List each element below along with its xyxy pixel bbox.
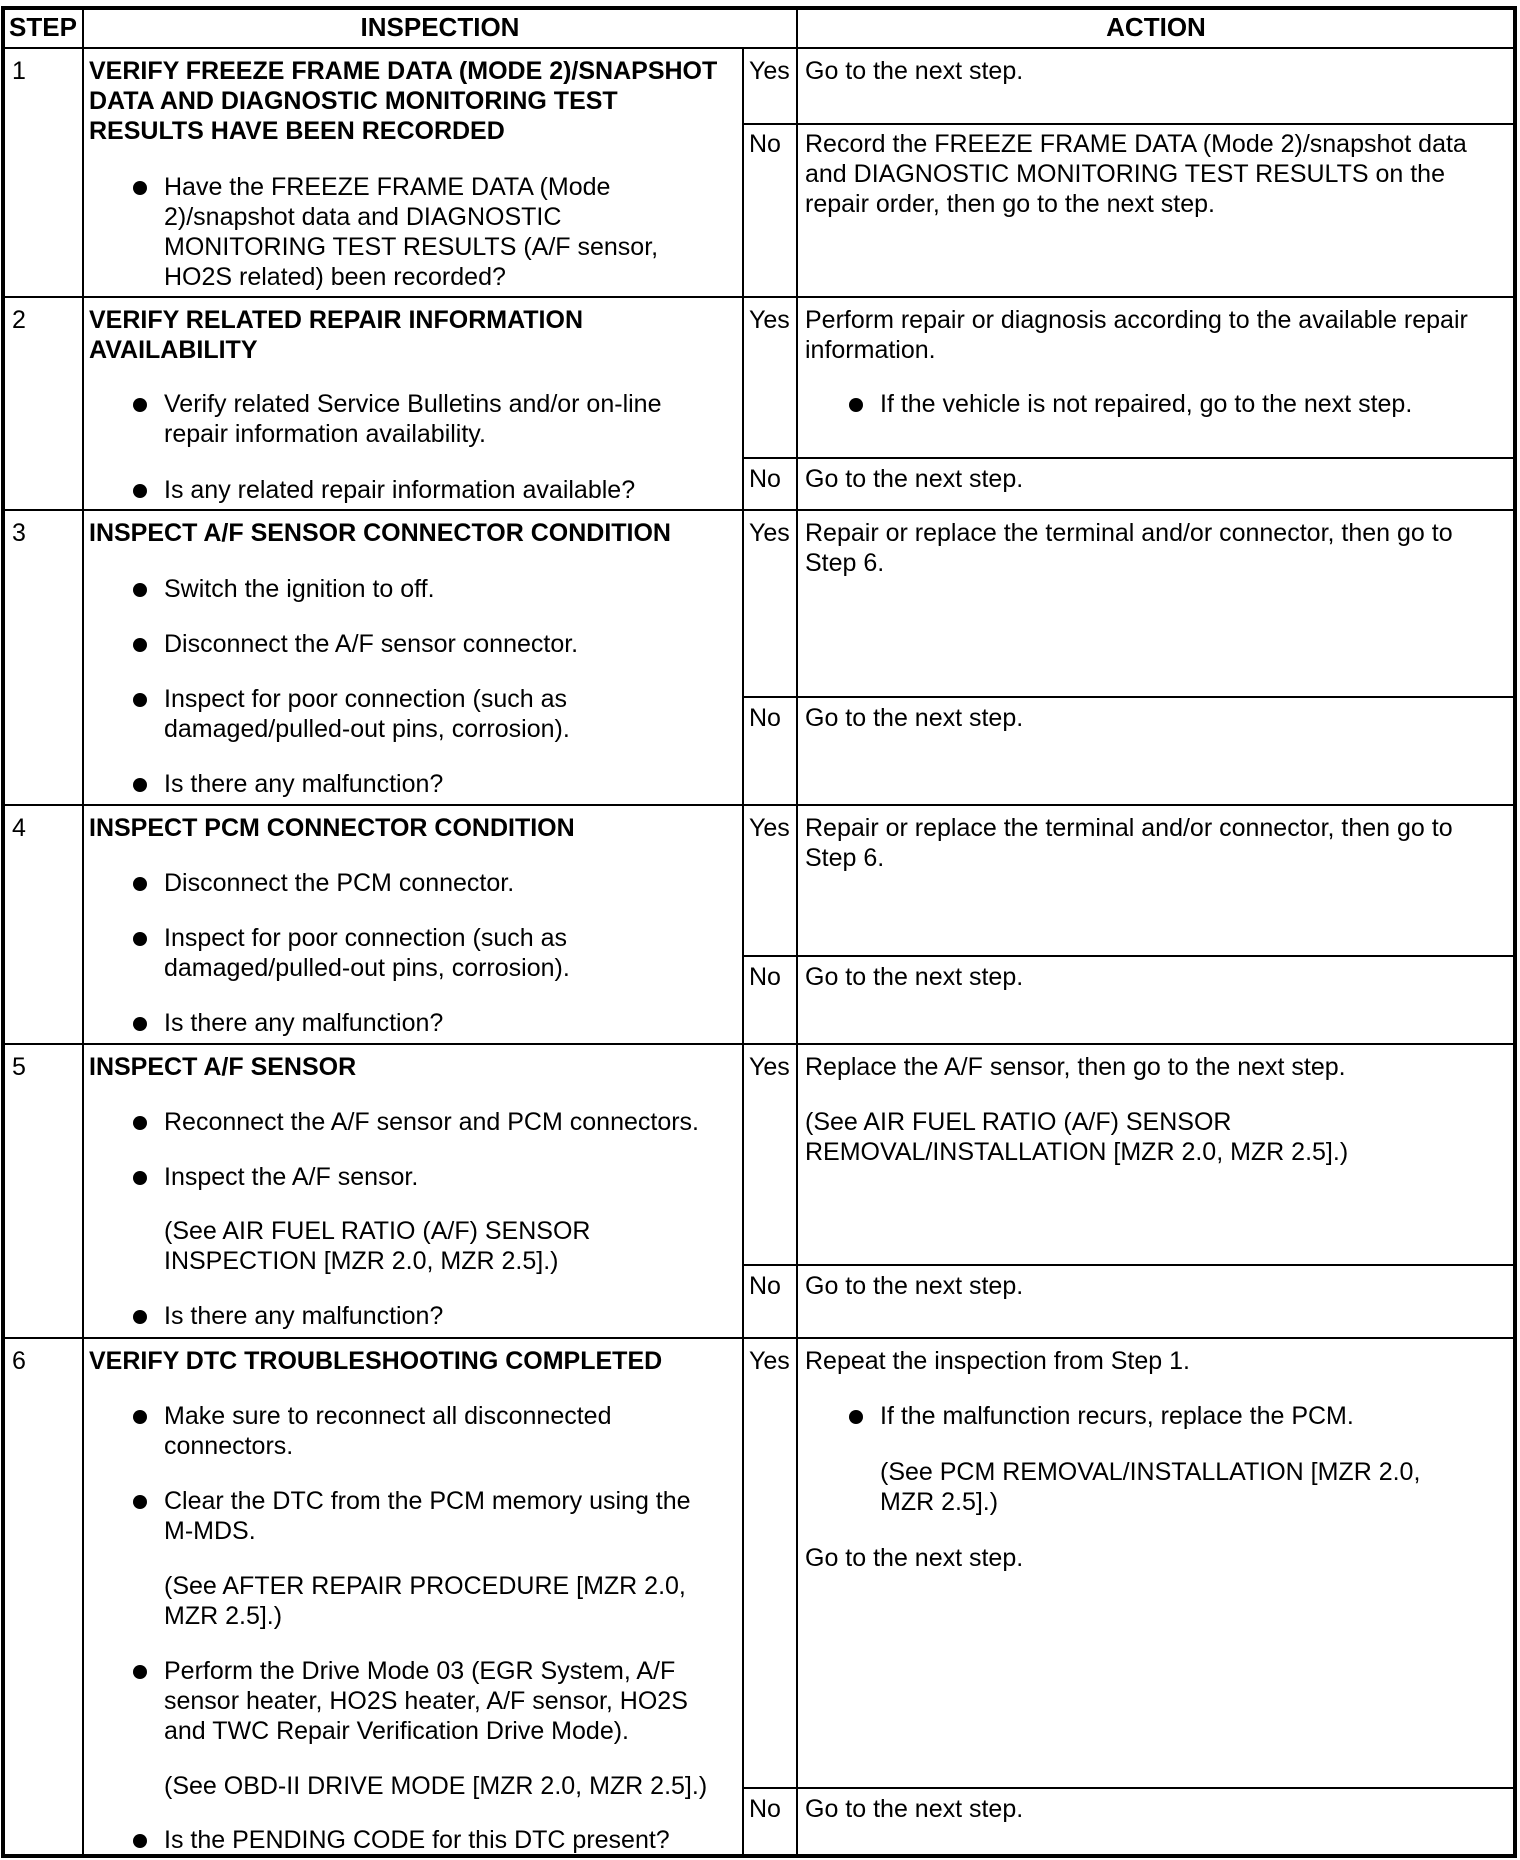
inspection-reference: (See OBD-II DRIVE MODE [MZR 2.0, MZR 2.5].) bbox=[164, 1772, 708, 1800]
inspection-bullet: Reconnect the A/F sensor and PCM connectors. bbox=[164, 1108, 699, 1136]
yes-action: Replace the A/F sensor, then go to the next step. bbox=[805, 1053, 1346, 1081]
bullet-icon bbox=[133, 398, 147, 412]
step-title: INSPECT PCM CONNECTOR CONDITION bbox=[89, 814, 575, 842]
yes-action-bullet: If the vehicle is not repaired, go to the next step. bbox=[880, 390, 1413, 418]
bullet-icon bbox=[133, 181, 147, 195]
inspection-bullet: Verify related Service Bulletins and/or on-line repair information availability. bbox=[164, 390, 662, 448]
yes-action: Repair or replace the terminal and/or connector, then go to Step 6. bbox=[805, 519, 1453, 577]
bullet-icon bbox=[133, 1171, 147, 1185]
step-title: VERIFY FREEZE FRAME DATA (MODE 2)/SNAPSHOT DATA AND DIAGNOSTIC MONITORING TEST RESULTS HAVE BEEN RECORDED bbox=[89, 57, 718, 145]
yes-label: Yes bbox=[749, 57, 790, 85]
step-number: 1 bbox=[12, 57, 26, 85]
step-title: VERIFY DTC TROUBLESHOOTING COMPLETED bbox=[89, 1347, 663, 1375]
header-step: STEP bbox=[9, 12, 77, 42]
inspection-reference: (See AFTER REPAIR PROCEDURE [MZR 2.0, MZR 2.5].) bbox=[164, 1572, 686, 1630]
inspection-bullet: Clear the DTC from the PCM memory using the M-MDS. bbox=[164, 1487, 691, 1545]
yes-action: Go to the next step. bbox=[805, 57, 1024, 85]
yes-label: Yes bbox=[749, 814, 790, 842]
yes-action: Perform repair or diagnosis according to the available repair information. bbox=[805, 306, 1468, 364]
inspection-bullet: Is there any malfunction? bbox=[164, 770, 444, 798]
no-label: No bbox=[749, 963, 781, 991]
bullet-icon bbox=[133, 1116, 147, 1130]
no-action: Go to the next step. bbox=[805, 704, 1024, 732]
step-number: 3 bbox=[12, 519, 26, 547]
no-action: Go to the next step. bbox=[805, 465, 1024, 493]
no-action: Go to the next step. bbox=[805, 1272, 1024, 1300]
step-title: INSPECT A/F SENSOR bbox=[89, 1053, 357, 1081]
bullet-icon bbox=[133, 1310, 147, 1324]
no-label: No bbox=[749, 130, 781, 158]
bullet-icon bbox=[849, 398, 863, 412]
step-number: 6 bbox=[12, 1347, 26, 1375]
yes-action: Repair or replace the terminal and/or connector, then go to Step 6. bbox=[805, 814, 1453, 872]
header-action: ACTION bbox=[1106, 12, 1206, 42]
yes-action: Go to the next step. bbox=[805, 1544, 1024, 1572]
bullet-icon bbox=[133, 484, 147, 498]
inspection-bullet: Is the PENDING CODE for this DTC present? bbox=[164, 1826, 670, 1854]
yes-action-bullet: If the malfunction recurs, replace the PCM. bbox=[880, 1402, 1354, 1430]
inspection-bullet: Inspect for poor connection (such as damaged/pulled-out pins, corrosion). bbox=[164, 924, 570, 982]
bullet-icon bbox=[133, 583, 147, 597]
bullet-icon bbox=[133, 778, 147, 792]
inspection-bullet: Disconnect the PCM connector. bbox=[164, 869, 515, 897]
inspection-bullet: Make sure to reconnect all disconnected connectors. bbox=[164, 1402, 612, 1460]
inspection-reference: (See AIR FUEL RATIO (A/F) SENSOR INSPECTION [MZR 2.0, MZR 2.5].) bbox=[164, 1217, 591, 1275]
inspection-bullet: Perform the Drive Mode 03 (EGR System, A/F sensor heater, HO2S heater, A/F sensor, HO2S and TWC Repair Verification Drive Mode). bbox=[164, 1657, 688, 1745]
bullet-icon bbox=[133, 638, 147, 652]
inspection-bullet: Is any related repair information available? bbox=[164, 476, 636, 504]
yes-label: Yes bbox=[749, 306, 790, 334]
no-action: Go to the next step. bbox=[805, 1795, 1024, 1823]
inspection-bullet: Inspect for poor connection (such as damaged/pulled-out pins, corrosion). bbox=[164, 685, 570, 743]
step-title: VERIFY RELATED REPAIR INFORMATION AVAILABILITY bbox=[89, 306, 583, 364]
bullet-icon bbox=[849, 1410, 863, 1424]
header-inspection: INSPECTION bbox=[360, 12, 520, 42]
bullet-icon bbox=[133, 1834, 147, 1848]
yes-label: Yes bbox=[749, 1347, 790, 1375]
step-number: 2 bbox=[12, 306, 26, 334]
no-label: No bbox=[749, 704, 781, 732]
bullet-icon bbox=[133, 1410, 147, 1424]
bullet-icon bbox=[133, 877, 147, 891]
step-number: 4 bbox=[12, 814, 26, 842]
yes-action-reference: (See AIR FUEL RATIO (A/F) SENSOR REMOVAL/INSTALLATION [MZR 2.0, MZR 2.5].) bbox=[805, 1108, 1349, 1166]
yes-action: Repeat the inspection from Step 1. bbox=[805, 1347, 1190, 1375]
bullet-icon bbox=[133, 932, 147, 946]
inspection-bullet: Is there any malfunction? bbox=[164, 1302, 444, 1330]
yes-label: Yes bbox=[749, 519, 790, 547]
inspection-bullet: Inspect the A/F sensor. bbox=[164, 1163, 419, 1191]
no-label: No bbox=[749, 465, 781, 493]
inspection-bullet: Have the FREEZE FRAME DATA (Mode 2)/snapshot data and DIAGNOSTIC MONITORING TEST RESULTS (A/F sensor, HO2S related) been recorded? bbox=[164, 173, 659, 291]
yes-label: Yes bbox=[749, 1053, 790, 1081]
bullet-icon bbox=[133, 1665, 147, 1679]
bullet-icon bbox=[133, 1017, 147, 1031]
no-label: No bbox=[749, 1272, 781, 1300]
step-title: INSPECT A/F SENSOR CONNECTOR CONDITION bbox=[89, 519, 671, 547]
inspection-bullet: Switch the ignition to off. bbox=[164, 575, 435, 603]
inspection-bullet: Disconnect the A/F sensor connector. bbox=[164, 630, 579, 658]
bullet-icon bbox=[133, 1495, 147, 1509]
no-action: Record the FREEZE FRAME DATA (Mode 2)/snapshot data and DIAGNOSTIC MONITORING TEST RESULTS on the repair order, then go to the next step. bbox=[805, 130, 1467, 218]
inspection-bullet: Is there any malfunction? bbox=[164, 1009, 444, 1037]
no-label: No bbox=[749, 1795, 781, 1823]
no-action: Go to the next step. bbox=[805, 963, 1024, 991]
step-number: 5 bbox=[12, 1053, 26, 1081]
bullet-icon bbox=[133, 693, 147, 707]
yes-action-reference: (See PCM REMOVAL/INSTALLATION [MZR 2.0, MZR 2.5].) bbox=[880, 1458, 1421, 1516]
